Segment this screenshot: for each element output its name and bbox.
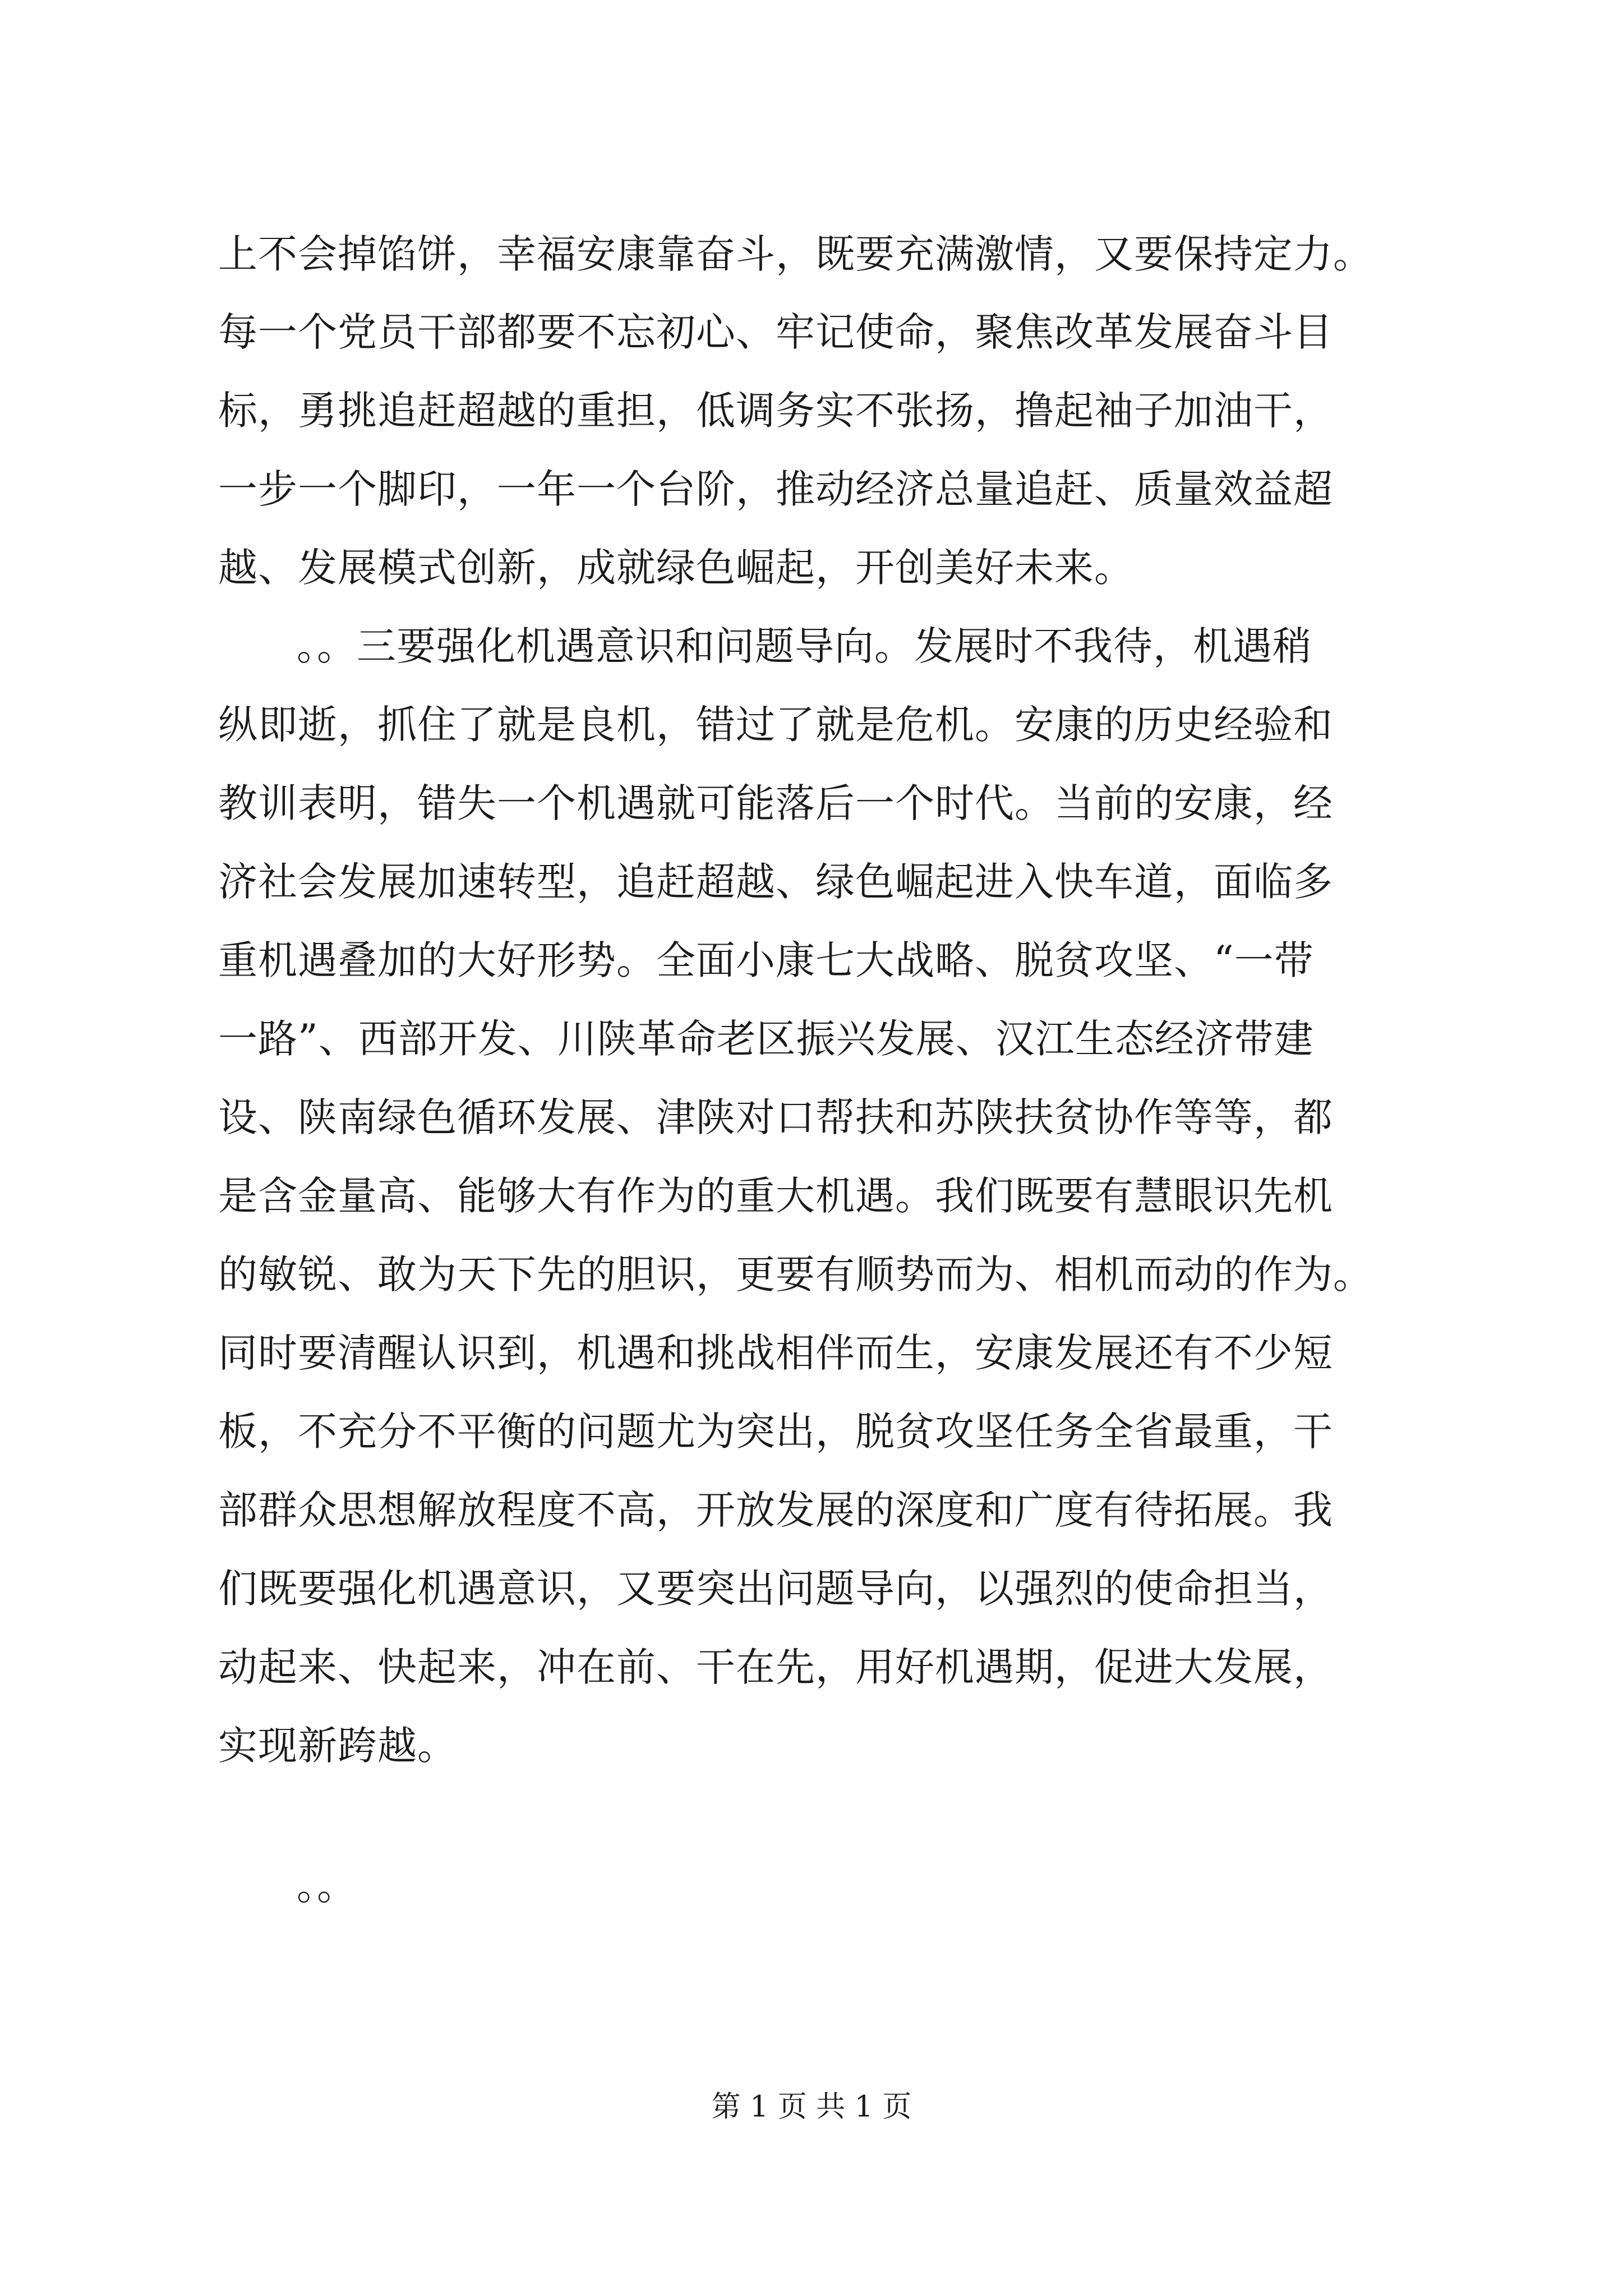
paragraph-1-line-3: 标，勇挑追赶超越的重担，低调务实不张扬，撸起袖子加油干，	[218, 388, 1333, 434]
trailing-marks: 。。	[297, 1863, 357, 1909]
paragraph-1-line-1: 上不会掉馅饼，幸福安康靠奋斗，既要充满激情，又要保持定力。	[218, 231, 1373, 277]
paragraph-2-line-6: 一路”、西部开发、川陕革命老区振兴发展、汉江生态经济带建	[218, 1016, 1314, 1062]
paragraph-2-line-12: 部群众思想解放程度不高，开放发展的深度和广度有待拓展。我	[218, 1487, 1333, 1533]
paragraph-1-line-5: 越、发展模式创新，成就绿色崛起，开创美好未来。	[218, 545, 1134, 591]
paragraph-2-line-2: 纵即逝，抓住了就是良机，错过了就是危机。安康的历史经验和	[218, 702, 1333, 748]
paragraph-2-line-5: 重机遇叠加的大好形势。全面小康七大战略、脱贫攻坚、“一带	[218, 937, 1314, 983]
paragraph-2-line-8: 是含金量高、能够大有作为的重大机遇。我们既要有慧眼识先机	[218, 1173, 1333, 1219]
paragraph-2-line-4: 济社会发展加速转型，追赶超越、绿色崛起进入快车道，面临多	[218, 859, 1333, 905]
paragraph-2-line-15: 实现新跨越。	[218, 1723, 457, 1769]
paragraph-2-line-1: 。。三要强化机遇意识和问题导向。发展时不我待，机遇稍	[297, 623, 1312, 669]
paragraph-1-line-2: 每一个党员干部都要不忘初心、牢记使命，聚焦改革发展奋斗目	[218, 309, 1333, 355]
paragraph-2-line-11: 板，不充分不平衡的问题尤为突出，脱贫攻坚任务全省最重，干	[218, 1409, 1333, 1455]
paragraph-2-line-7: 设、陕南绿色循环发展、津陕对口帮扶和苏陕扶贫协作等等，都	[218, 1094, 1333, 1140]
paragraph-2-line-3: 教训表明，错失一个机遇就可能落后一个时代。当前的安康，经	[218, 780, 1333, 826]
paragraph-1-line-4: 一步一个脚印，一年一个台阶，推动经济总量追赶、质量效益超	[218, 466, 1333, 512]
paragraph-2-line-14: 动起来、快起来，冲在前、干在先，用好机遇期，促进大发展，	[218, 1644, 1333, 1690]
page-footer: 第 1 页 共 1 页	[711, 2090, 912, 2124]
paragraph-2-line-10: 同时要清醒认识到，机遇和挑战相伴而生，安康发展还有不少短	[218, 1330, 1333, 1376]
paragraph-2-line-9: 的敏锐、敢为天下先的胆识，更要有顺势而为、相机而动的作为。	[218, 1251, 1373, 1297]
paragraph-2-line-13: 们既要强化机遇意识，又要突出问题导向，以强烈的使命担当，	[218, 1566, 1333, 1612]
